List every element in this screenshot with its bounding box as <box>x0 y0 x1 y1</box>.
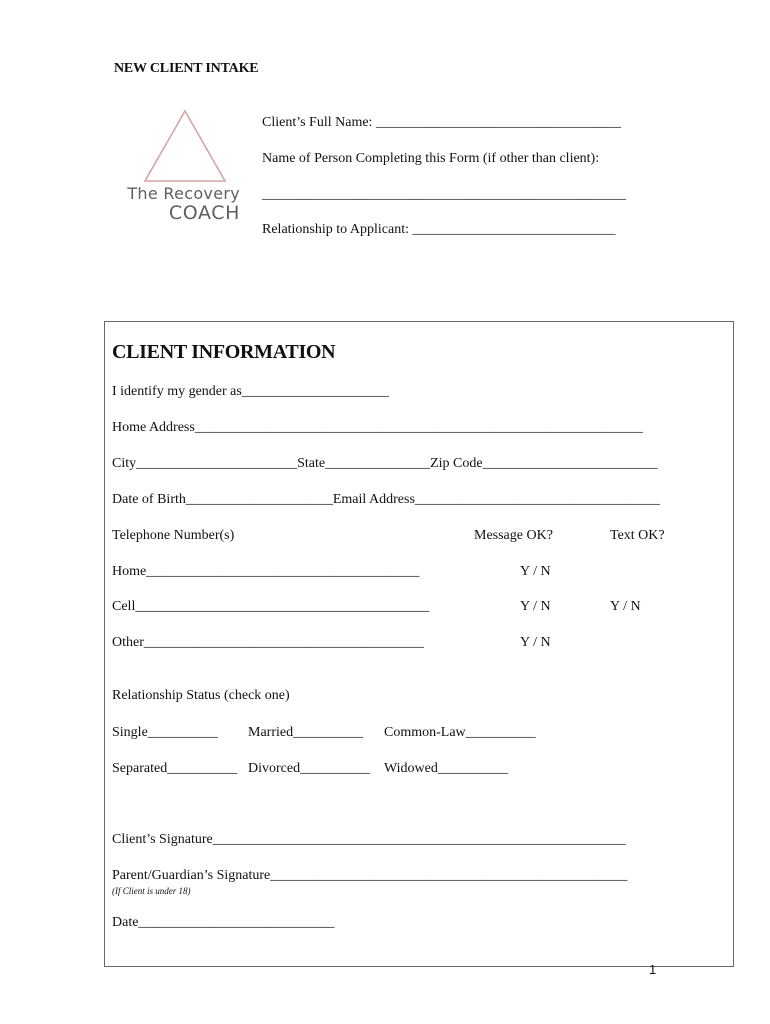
city-state-zip-field[interactable]: City_______________________State_______________Zip Code_________________________ <box>112 456 658 471</box>
section-heading: CLIENT INFORMATION <box>112 341 336 363</box>
dob-email-field[interactable]: Date of Birth_____________________Email Address___________________________________ <box>112 492 660 507</box>
text-ok-header: Text OK? <box>610 528 665 543</box>
relationship-to-applicant-field[interactable]: Relationship to Applicant: _____________________________ <box>262 222 616 237</box>
form-title: NEW CLIENT INTAKE <box>114 61 259 76</box>
divorced-option[interactable]: Divorced__________ <box>248 761 371 776</box>
message-ok-header: Message OK? <box>474 528 553 543</box>
person-completing-field[interactable]: ____________________________________________________ <box>262 187 626 202</box>
separated-option[interactable]: Separated__________ <box>112 761 238 776</box>
client-signature-field[interactable]: Client’s Signature___________________________________________________________ <box>112 832 626 847</box>
other-phone-field[interactable]: Other________________________________________ <box>112 635 424 650</box>
page-number: 1 <box>649 962 657 977</box>
logo-text-line2: COACH <box>168 202 240 224</box>
home-phone-field[interactable]: Home_______________________________________ <box>112 564 420 579</box>
date-field[interactable]: Date____________________________ <box>112 915 335 930</box>
single-option[interactable]: Single__________ <box>112 725 218 740</box>
cell-text-ok-option[interactable]: Y / N <box>610 599 641 614</box>
cell-message-ok-option[interactable]: Y / N <box>520 599 551 614</box>
home-address-field[interactable]: Home Address________________________________________________________________ <box>112 420 643 435</box>
logo-text-line1: The Recovery <box>127 184 240 203</box>
married-option[interactable]: Married__________ <box>248 725 364 740</box>
person-completing-label: Name of Person Completing this Form (if other than client): <box>262 151 600 166</box>
triangle-logo-icon <box>142 108 228 184</box>
common-law-option[interactable]: Common-Law__________ <box>384 725 536 740</box>
guardian-signature-field[interactable]: Parent/Guardian’s Signature___________________________________________________ <box>112 868 628 883</box>
gender-field[interactable]: I identify my gender as_____________________ <box>112 384 389 399</box>
cell-phone-field[interactable]: Cell__________________________________________ <box>112 599 430 614</box>
other-message-ok-option[interactable]: Y / N <box>520 635 551 650</box>
widowed-option[interactable]: Widowed__________ <box>384 761 508 776</box>
client-full-name-field[interactable]: Client’s Full Name: ___________________________________ <box>262 115 621 130</box>
relationship-status-label: Relationship Status (check one) <box>112 688 290 703</box>
telephone-label: Telephone Number(s) <box>112 528 235 543</box>
home-message-ok-option[interactable]: Y / N <box>520 564 551 579</box>
guardian-note: (If Client is under 18) <box>112 886 191 896</box>
